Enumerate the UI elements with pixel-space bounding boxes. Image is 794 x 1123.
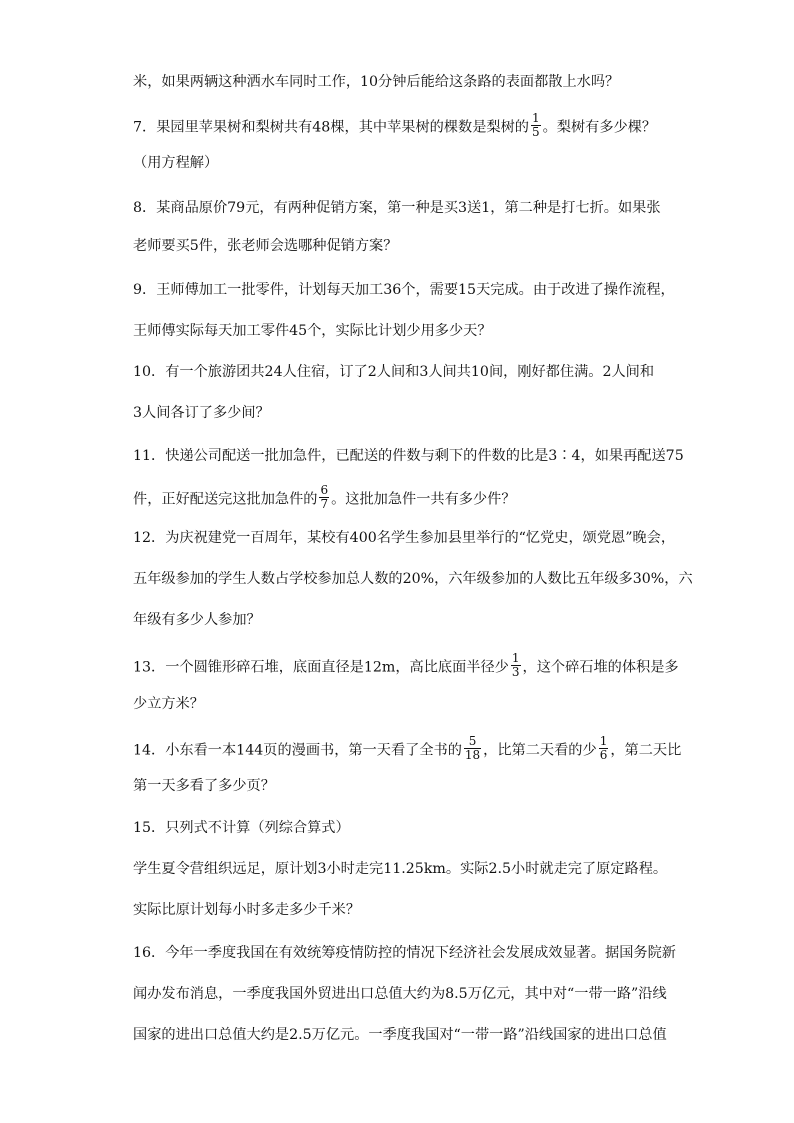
q14-fraction-2: $\frac{1}{6}$ [599, 734, 608, 762]
q11-text-end: 。这批加急件一共有多少件？ [331, 491, 516, 508]
q14-fraction-1: $\frac{5}{18}$ [464, 734, 481, 762]
question-15: 15．只列式不计算（列综合算式） [133, 820, 350, 836]
question-13 [133, 651, 679, 681]
q13-continuation: 少立方米？ [133, 696, 204, 712]
q6-continuation: 米，如果两辆这种洒水车同时工作，10分钟后能给这条路的表面都散上水吗？ [133, 74, 620, 90]
q11-text: 件，正好配送完这批加急件的 [133, 491, 318, 508]
q16-line-2: 闻办发布消息，一季度我国外贸进出口总值大约为8.5万亿元，其中对“一带一路”沿线 [133, 986, 667, 1002]
q13-fraction: $\frac{1}{3}$ [511, 651, 520, 679]
q11-fraction: $\frac{6}{7}$ [320, 483, 329, 511]
q14-continuation: 第一天多看了多少页？ [133, 778, 275, 794]
q15-line-2: 学生夏令营组织远足，原计划3小时走完11.25km。实际2.5小时就走完了原定路程。 [133, 861, 668, 877]
q10-continuation: 3人间各订了多少间？ [133, 405, 270, 421]
q7-text-end: 。梨树有多少棵？ [542, 119, 657, 136]
q14-text: 14．小东看一本144页的漫画书，第一天看了全书的 [133, 742, 462, 759]
q11-continuation [133, 483, 516, 513]
q12-line-2: 五年级参加的学生人数占学校参加总人数的20%，六年级参加的人数比五年级多30%，六 [133, 571, 693, 587]
question-10: 10．有一个旅游团共24人住宿，订了2人间和3人间共10间，刚好都住满。2人间和 [133, 364, 655, 380]
question-8: 8．某商品原价79元，有两种促销方案，第一种是买3送1，第二种是打七折。如果张 [133, 200, 661, 216]
q14-text-end: ，第二天比 [610, 742, 682, 759]
question-11: 11．快递公司配送一批加急件，已配送的件数与剩下的件数的比是3∶4，如果再配送75 [133, 448, 684, 464]
q12-line-3: 年级有多少人参加？ [133, 612, 261, 628]
question-9: 9．王师傅加工一批零件，计划每天加工36个，需要15天完成。由于改进了操作流程， [133, 282, 675, 298]
q16-line-3: 国家的进出口总值大约是2.5万亿元。一季度我国对“一带一路”沿线国家的进出口总值 [133, 1027, 667, 1043]
q8-continuation: 老师要买5件，张老师会选哪种促销方案？ [133, 238, 398, 254]
q7-note: （用方程解） [133, 155, 219, 171]
q9-continuation: 王师傅实际每天加工零件45个，实际比计划少用多少天？ [133, 323, 492, 339]
q13-text: 13．一个圆锥形碎石堆，底面直径是12m，高比底面半径少 [133, 659, 509, 676]
question-12: 12．为庆祝建党一百周年，某校有400名学生参加县里举行的“忆党史，颂党恩”晚会， [133, 530, 676, 546]
q14-text-mid: ，比第二天看的少 [483, 742, 597, 759]
question-16: 16．今年一季度我国在有效统筹疫情防控的情况下经济社会发展成效显著。据国务院新 [133, 945, 676, 961]
q15-line-3: 实际比原计划每小时多走多少千米？ [133, 902, 361, 918]
q13-text-end: ，这个碎石堆的体积是多 [522, 659, 679, 676]
q7-text: 7．果园里苹果树和梨树共有48棵，其中苹果树的棵数是梨树的 [133, 119, 529, 136]
question-14 [133, 734, 682, 764]
q7-fraction: $\frac{1}{5}$ [531, 111, 540, 139]
question-7 [133, 111, 657, 141]
